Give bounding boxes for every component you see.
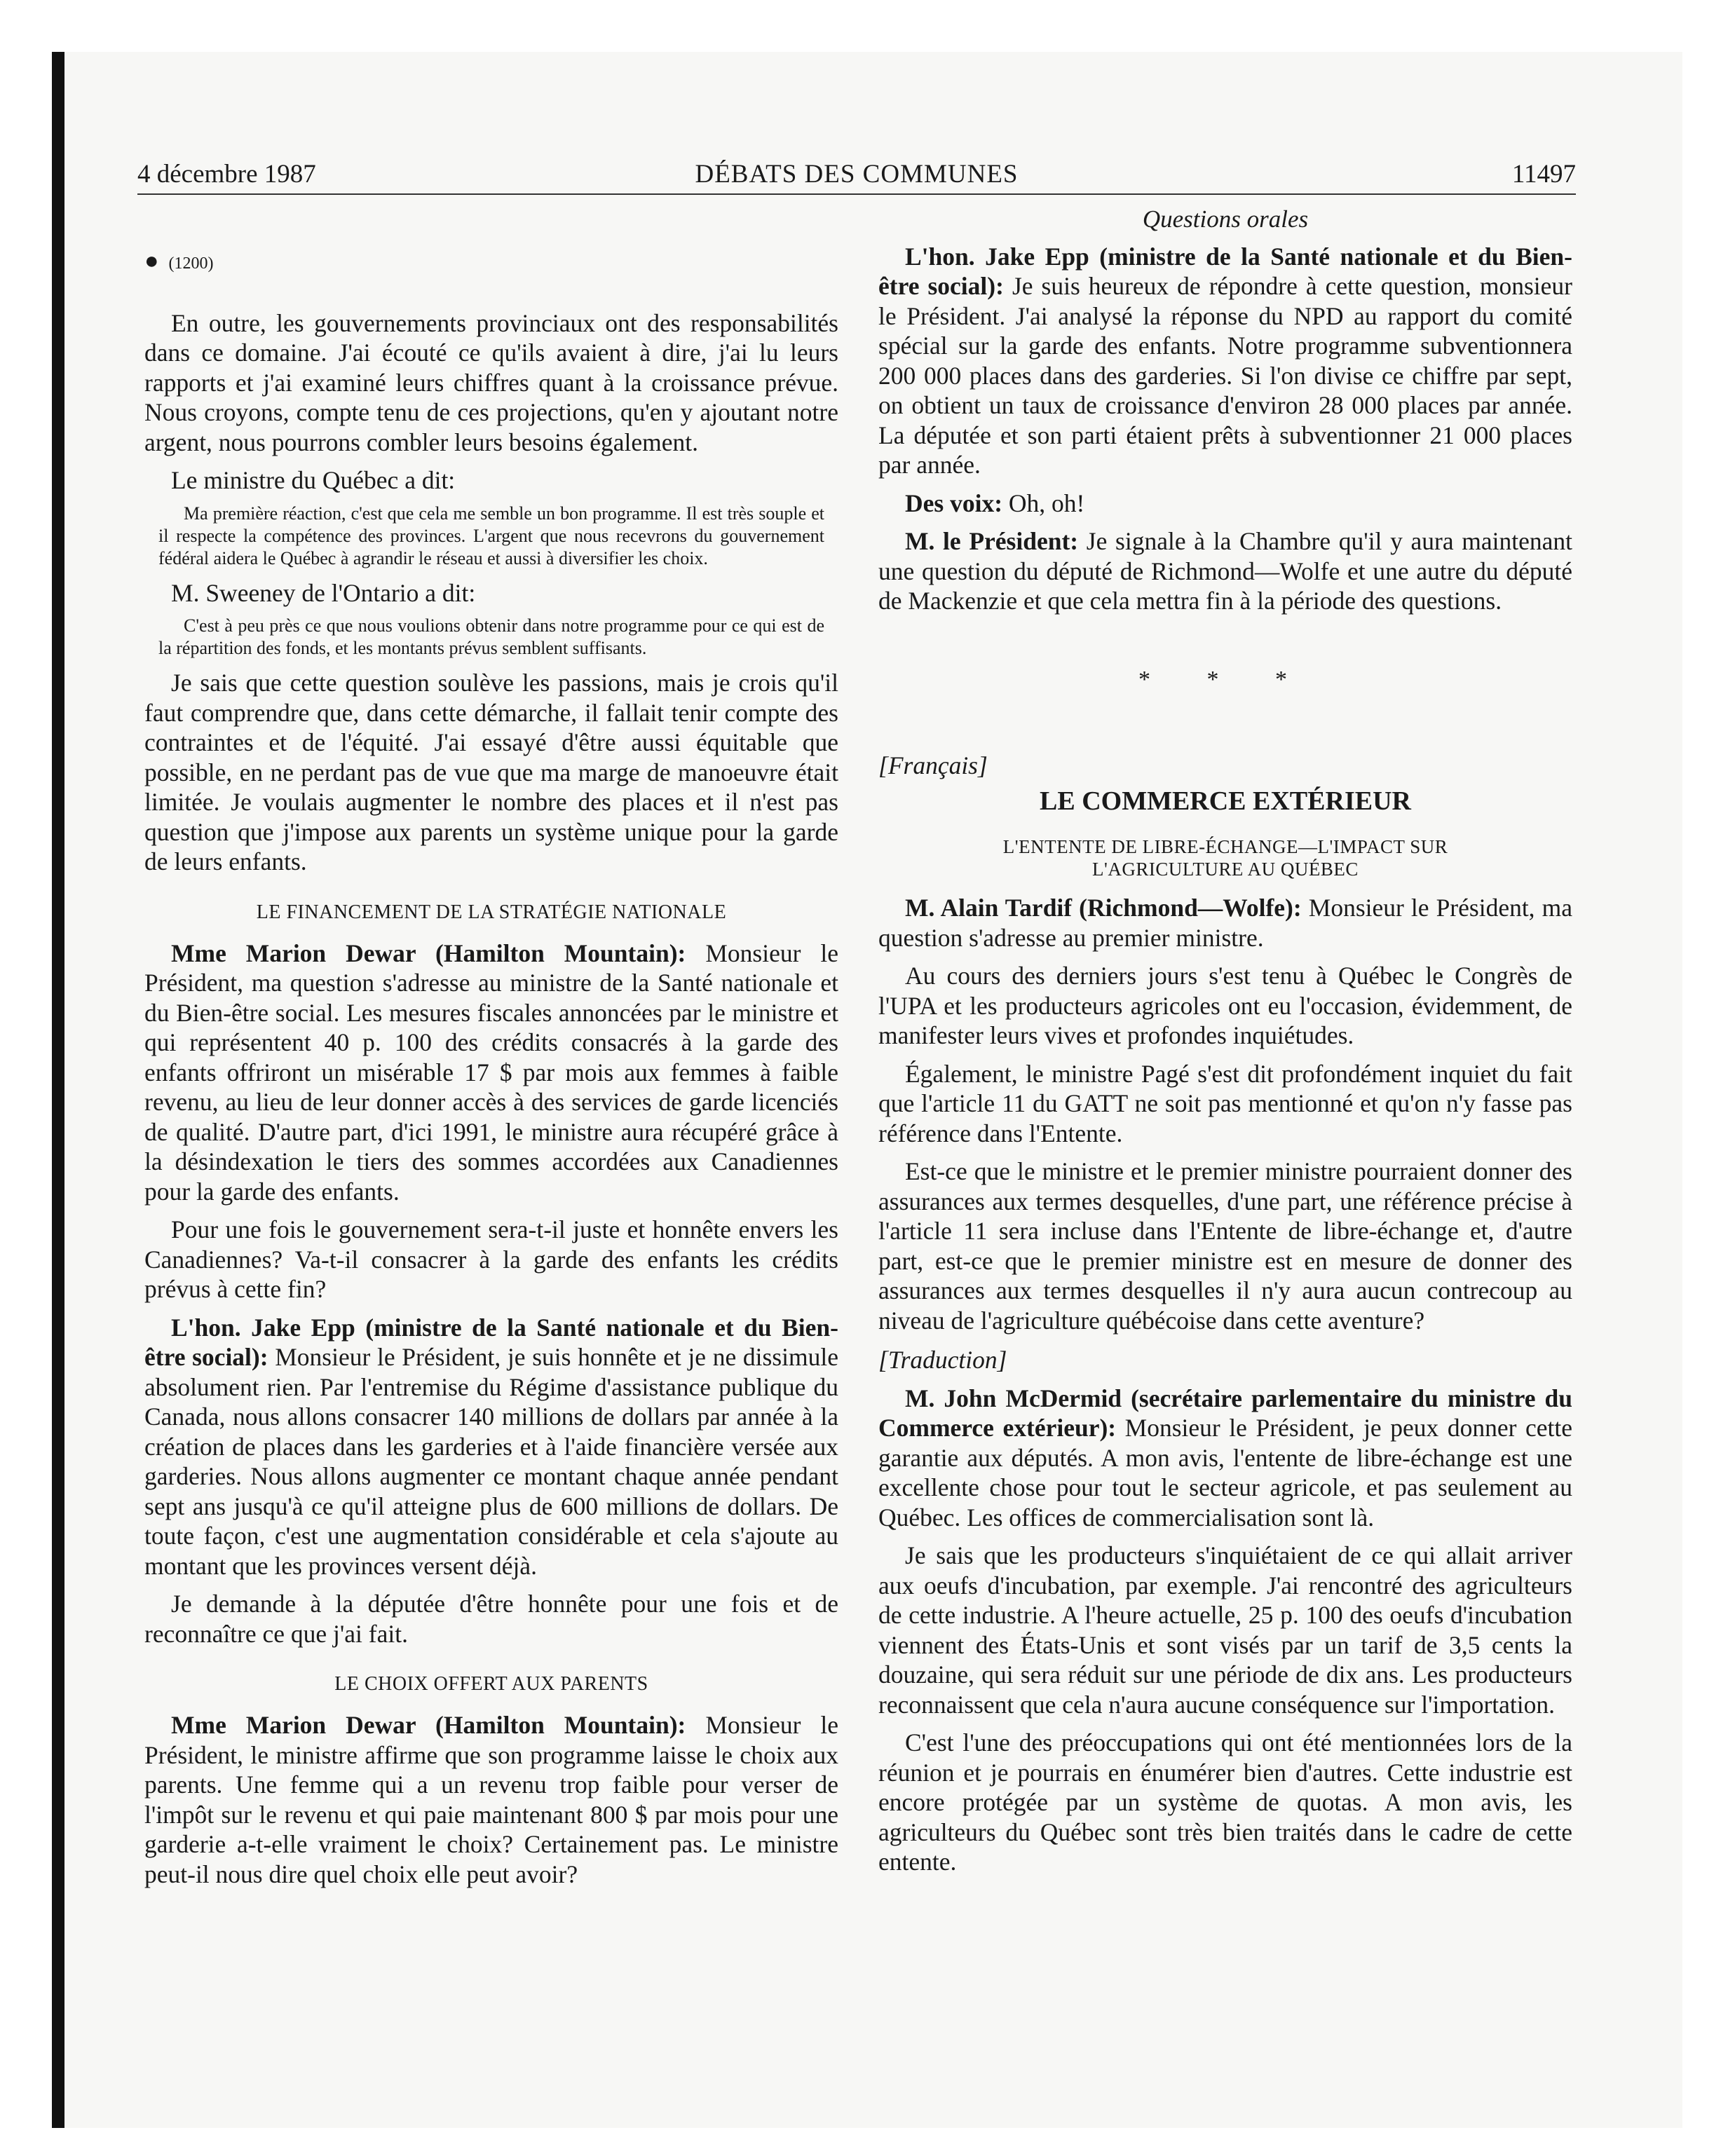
section-subheading: L'ENTENTE DE LIBRE-ÉCHANGE—L'IMPACT SUR L'AGRICULTURE AU QUÉBEC — [1002, 836, 1448, 880]
language-tag: [Français] — [878, 751, 988, 779]
speaker-name: M. le Président: — [905, 527, 1079, 555]
running-title: Questions orales — [1142, 205, 1309, 233]
block-quote: Ma première réaction, c'est que cela me semble un bon programme. Il est très souple et il respecte la compétence des provinces. L'argent que nous recevrons du gouvernement fédéral aidera le Québec à agrandir le réseau et aussi à diversifier les choix. — [158, 503, 824, 568]
paragraph: En outre, les gouvernements provinciaux ont des responsabilités dans ce domaine. J'ai écouté ce qu'ils avaient à dire, j'ai lu leurs rapports et j'ai examiné leurs chiffres quant à la croissance prévue. Nous croyons, compte tenu de ces projections, qu'en y ajoutant notre argent, nous pourrons combler leurs besoins également. — [144, 308, 838, 456]
section-subheading: LE CHOIX OFFERT AUX PARENTS — [334, 1673, 648, 1695]
paragraph: Est-ce que le ministre et le premier ministre pourraient donner des assurances aux termes desquelles, d'une part, une référence précise à l'article 11 sera incluse dans l'Entente de libre-échange et, d'autre part, est-ce que le premier ministre est en mesure de donner des assurances aux termes desquelles il n'y aura aucun contrecoup au niveau de l'agriculture québécoise dans cette aventure? — [878, 1157, 1572, 1335]
header-page-number: 11497 — [1511, 160, 1576, 189]
paragraph: M. Sweeney de l'Ontario a dit: — [171, 578, 476, 607]
section-title: LE COMMERCE EXTÉRIEUR — [1040, 786, 1411, 816]
paragraph: M. le Président: Je signale à la Chambre qu'il y aura maintenant une question du député de Richmond—Wolfe et une autre du député de Mackenzie et que cela mettra fin à la période des questions. — [878, 527, 1573, 615]
speaker-name: Mme Marion Dewar (Hamilton Mountain): — [171, 939, 686, 967]
paragraph: Pour une fois le gouvernement sera-t-il juste et honnête envers les Canadiennes? Va-t-il consacrer à la garde des enfants les crédits prévus à cette fin? — [144, 1215, 838, 1303]
paragraph: Au cours des derniers jours s'est tenu à Québec le Congrès de l'UPA et les producteurs agricoles ont eu l'occasion, évidemment, de manifester leurs vives et profondes inquiétudes. — [878, 962, 1572, 1049]
header-date: 4 décembre 1987 — [137, 160, 316, 189]
scan-edge-bar — [52, 52, 64, 2128]
bullet-dot-icon: ● — [144, 248, 159, 274]
left-column — [144, 205, 838, 1889]
speaker-name: L'hon. Jake Epp (ministre de la Santé nationale et du Bien-être social): — [878, 242, 1572, 300]
speaker-name: M. John McDermid (secrétaire parlementaire du ministre du Commerce extérieur): — [878, 1384, 1572, 1442]
block-quote: C'est à peu près ce que nous voulions obtenir dans notre programme pour ce qui est de la répartition des fonds, et les montants prévus semblent suffisants. — [158, 615, 824, 658]
paragraph: Je sais que les producteurs s'inquiétaient de ce qui allait arriver aux oeufs d'incubation, par exemple. J'ai rencontré des agriculteurs de cette industrie. A l'heure actuelle, 25 p. 100 des oeufs d'incubation viennent des États-Unis et sont visés par un tarif de 3,5 cents la douzaine, qui sera réduit sur une période de dix ans. Les producteurs reconnaissent que cela n'aura aucune conséquence sur l'importation. — [878, 1541, 1572, 1719]
paragraph: Également, le ministre Pagé s'est dit profondément inquiet du fait que l'article 11 du GATT ne soit pas mentionné et qu'on n'y fasse pas référence dans l'Entente. — [878, 1059, 1572, 1147]
language-tag: [Traduction] — [878, 1346, 1007, 1374]
speaker-name: Mme Marion Dewar (Hamilton Mountain): — [171, 1711, 686, 1739]
paragraph: Mme Marion Dewar (Hamilton Mountain): Monsieur le Président, le ministre affirme que son programme laisse le choix aux parents. Une femme qui a un revenu trop faible pour verser de l'impôt sur le revenu et qui paie maintenant 800 $ par mois pour une garderie a-t-elle vraiment le choix? Certainement pas. Le ministre peut-il nous dire quel choix elle peut avoir? — [144, 1711, 838, 1888]
page-header — [137, 158, 1576, 195]
speaker-name: M. Alain Tardif (Richmond—Wolfe): — [905, 894, 1302, 922]
time-marker: ● (1200) — [144, 248, 214, 274]
paragraph: M. Alain Tardif (Richmond—Wolfe): Monsieur le Président, ma question s'adresse au premier ministre. — [878, 894, 1572, 952]
paragraph: M. John McDermid (secrétaire parlementaire du ministre du Commerce extérieur): Monsieur le Président, je peux donner cette garantie aux députés. A mon avis, l'entente de libre-échange est une excellente chose pour tout le secteur agricole, et pas seulement au Québec. Les offices de commercialisation sont là. — [878, 1384, 1572, 1531]
speaker-name: Des voix: — [905, 489, 1003, 517]
section-separator: * * * — [1138, 666, 1312, 692]
right-column — [878, 205, 1572, 1877]
paragraph: Je demande à la députée d'être honnête pour une fois et de reconnaître ce que j'ai fait. — [144, 1590, 838, 1648]
paragraph: Je sais que cette question soulève les passions, mais je crois qu'il faut comprendre que, dans cette démarche, il fallait tenir compte des contraintes et de l'équité. J'ai essayé d'être aussi équitable que possible, en ne perdant pas de vue que ma marge de manoeuvre était limitée. Je voulais augmenter le nombre des places et il n'est pas question que j'impose aux parents un système unique pour la garde de leurs enfants. — [144, 669, 838, 875]
paragraph: Le ministre du Québec a dit: — [171, 466, 456, 494]
paragraph: Mme Marion Dewar (Hamilton Mountain): Monsieur le Président, ma question s'adresse au ministre de la Santé nationale et du Bien-être social. Les mesures fiscales annoncées par le ministre et qui représentent 40 p. 100 des crédits consacrés à la garde des enfants offriront un misérable 17 $ par mois aux femmes à faible revenu, au lieu de leur donner accès à des services de garde licenciés de qualité. D'autre part, d'ici 1991, le ministre aura récupéré grâce à la désindexation le tiers des sommes accordées aux Canadiennes pour la garde des enfants. — [144, 939, 838, 1206]
section-subheading: LE FINANCEMENT DE LA STRATÉGIE NATIONALE — [256, 901, 727, 923]
paragraph: C'est l'une des préoccupations qui ont été mentionnées lors de la réunion et je pourrais en énumérer bien d'autres. Cette industrie est encore protégée par un système de quotas. A mon avis, les agriculteurs du Québec sont très bien traités dans le cadre de cette entente. — [878, 1728, 1572, 1876]
speaker-name: L'hon. Jake Epp (ministre de la Santé nationale et du Bien-être social): — [144, 1313, 838, 1371]
paragraph: L'hon. Jake Epp (ministre de la Santé nationale et du Bien-être social): Monsieur le Président, je suis honnête et je ne dissimule absolument rien. Par l'entremise du Régime d'assistance publique du Canada, nous allons consacrer 140 millions de dollars par année à la création de places dans les garderies et à l'aide financière versée aux garderies. Nous allons augmenter ce montant chaque année pendant sept ans jusqu'à ce qu'il atteigne plus de 600 millions de dollars. De toute façon, c'est une augmentation considérable et cela s'ajoute au montant que les provinces versent déjà. — [144, 1313, 838, 1580]
paragraph: L'hon. Jake Epp (ministre de la Santé nationale et du Bien-être social): Je suis heureux de répondre à cette question, monsieur le Président. J'ai analysé la réponse du NPD au rapport du comité spécial sur la garde des enfants. Notre programme subventionnera 200 000 places dans des garderies. Si l'on divise ce chiffre par sept, on obtient un taux de croissance d'environ 28 000 places par année. La députée et son parti étaient prêts à subventionner 21 000 places par année. — [878, 242, 1572, 479]
header-title: DÉBATS DES COMMUNES — [695, 160, 1019, 189]
paragraph: Des voix: Oh, oh! — [905, 489, 1085, 517]
